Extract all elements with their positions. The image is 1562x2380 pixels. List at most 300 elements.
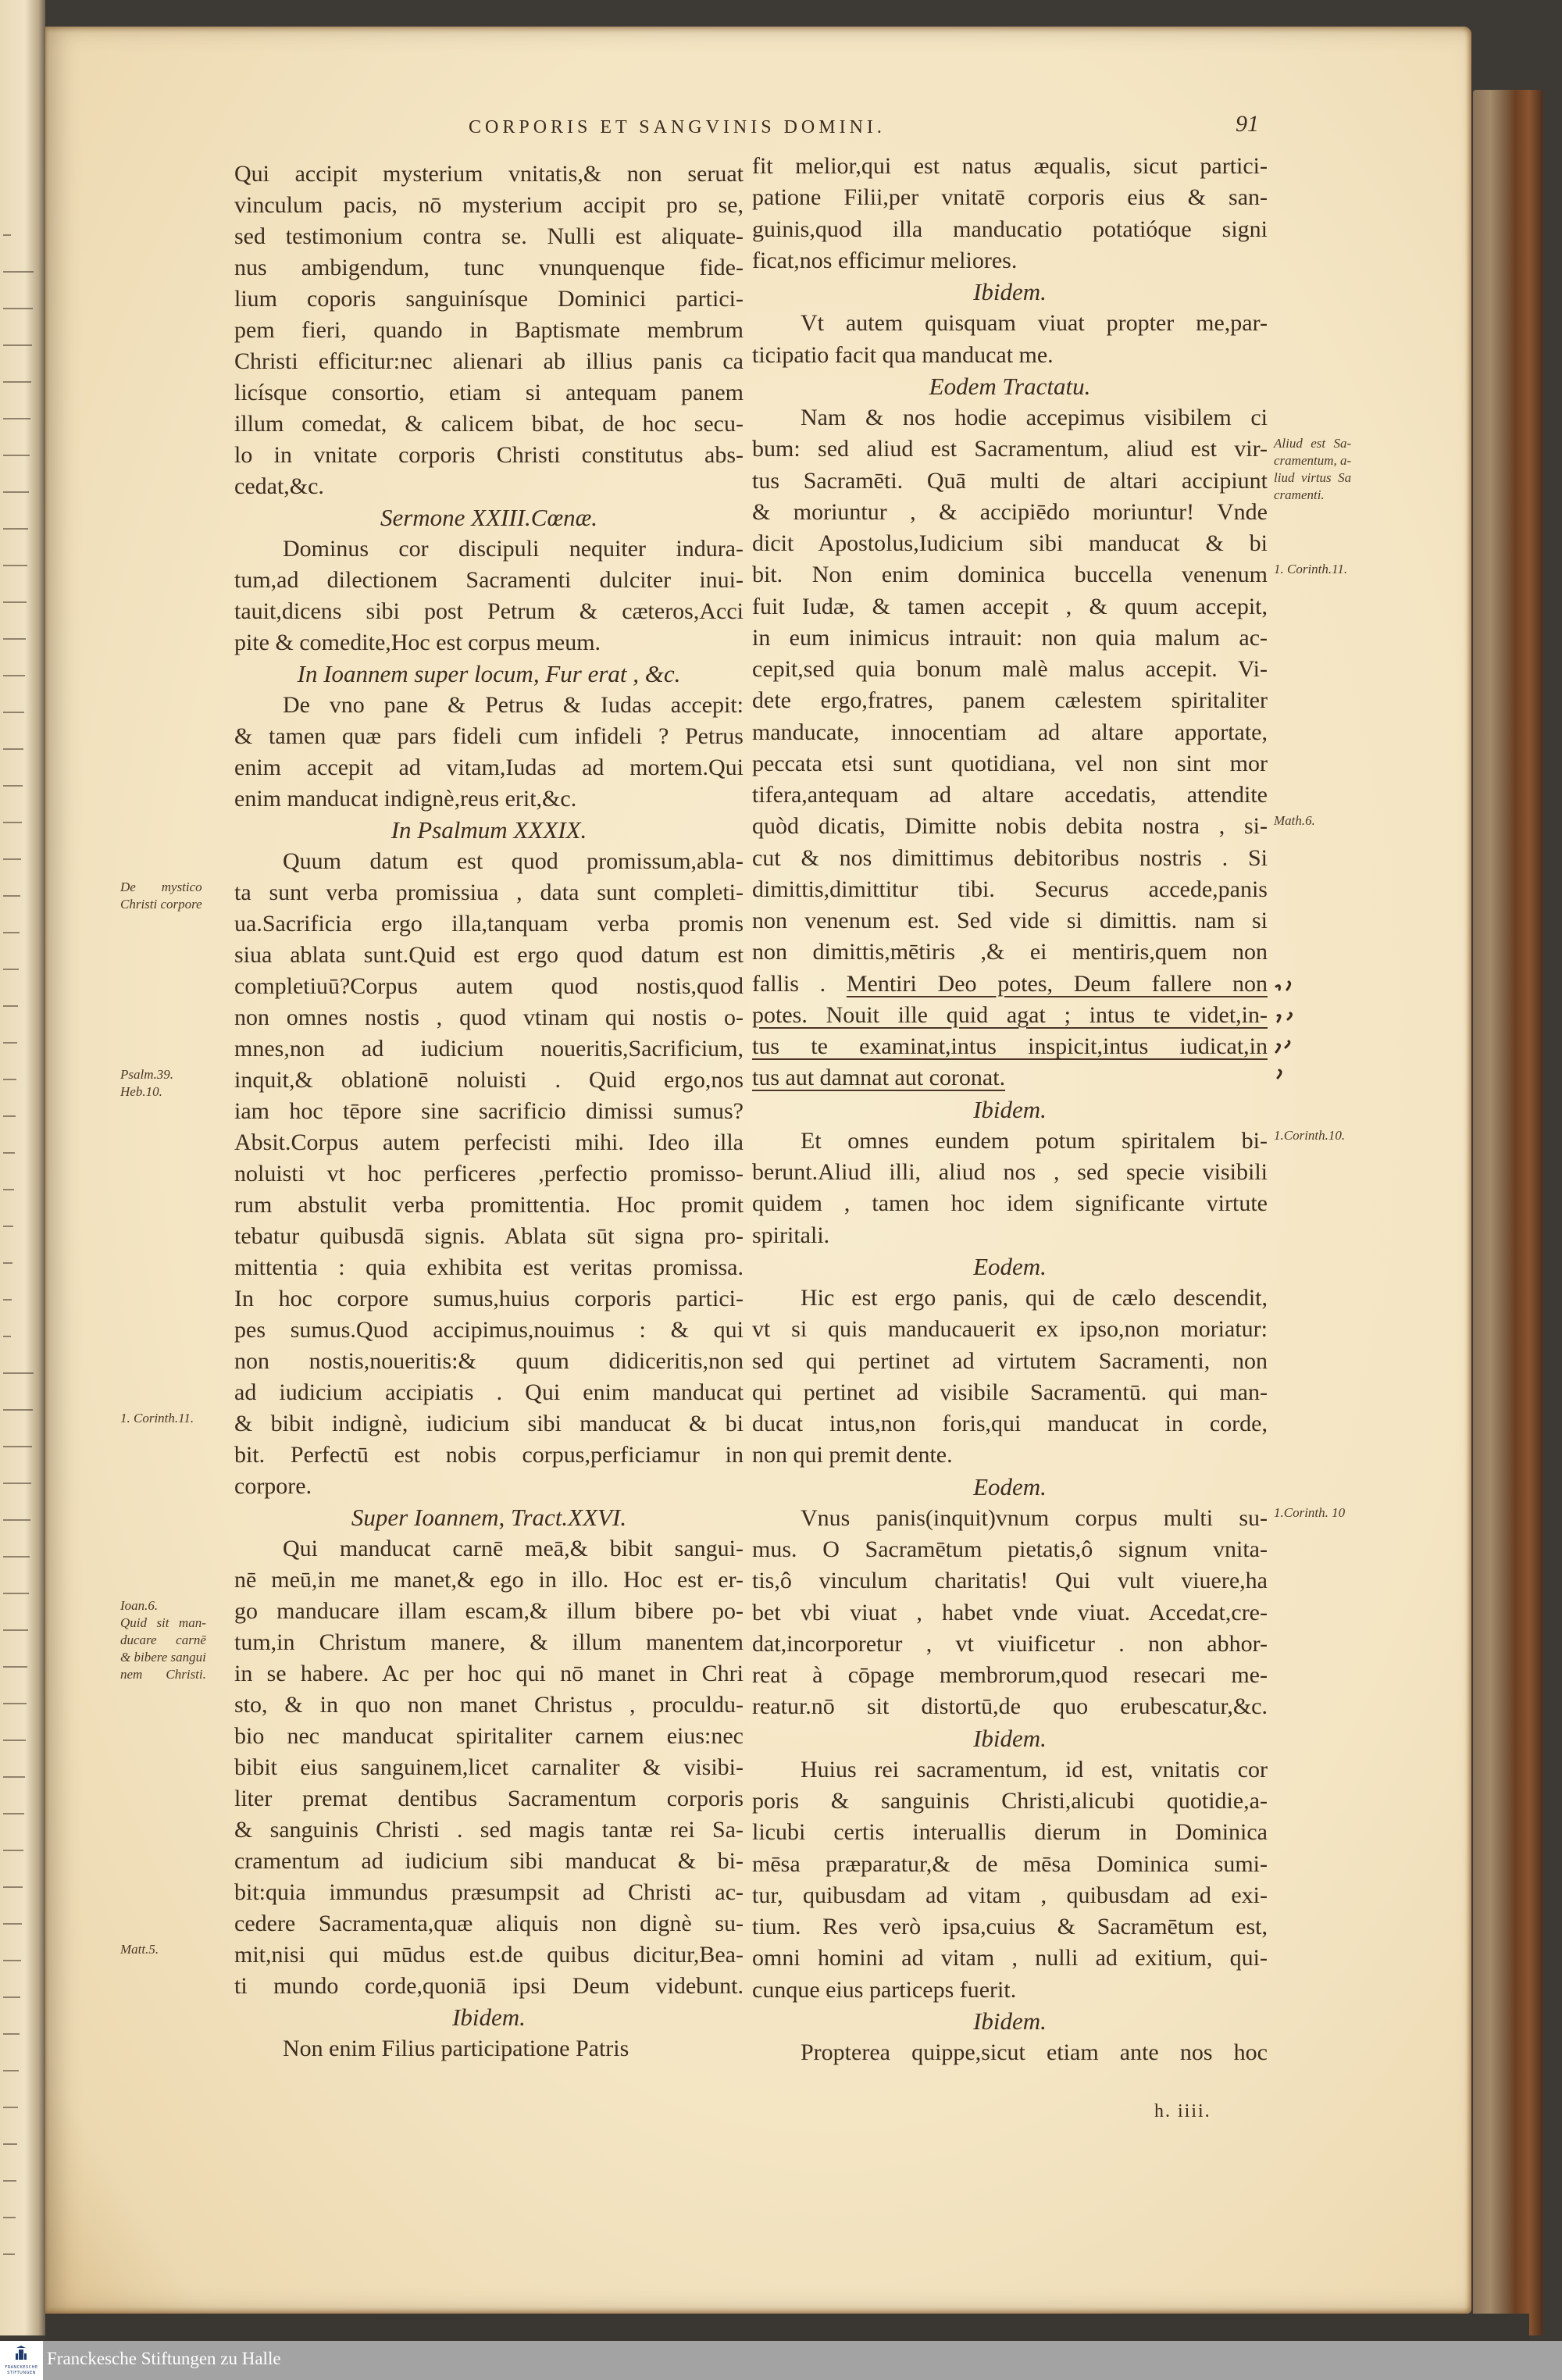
line-text: Ibidem. xyxy=(973,1095,1047,1123)
text-line xyxy=(752,1314,1268,1345)
line-text: De vno pane & Petrus & Iudas accepit: xyxy=(283,692,744,718)
text-line xyxy=(752,528,1268,559)
line-text: mēsa præparatur,& de mēsa Dominica sumi- xyxy=(752,1850,1268,1877)
line-text: cedere Sacramenta,quæ aliquis non dignè su- xyxy=(234,1911,744,1936)
text-line xyxy=(752,1220,1268,1251)
text-line xyxy=(752,1062,1268,1094)
line-text: sto, & in quo non manet Christus , proculdu- xyxy=(234,1692,744,1718)
previous-page-text-fragment xyxy=(3,2180,16,2189)
text-line xyxy=(234,783,744,815)
marginal-note xyxy=(120,879,202,913)
line-text: In Ioannem super locum, Fur erat , &c. xyxy=(297,660,681,687)
line-text: licubi certis interuallis dierum in Dominica xyxy=(752,1819,1268,1846)
previous-page-text-fragment xyxy=(3,1813,24,1822)
text-line xyxy=(234,1908,744,1939)
text-line xyxy=(234,284,744,315)
line-text: Sermone XXIII.Cœnæ. xyxy=(380,504,598,531)
line-text: non qui premit dente. xyxy=(752,1442,953,1468)
text-line xyxy=(752,1943,1268,1974)
text-line xyxy=(752,811,1315,842)
line-text: Nam & nos hodie accepimus visibilem ci xyxy=(801,405,1268,430)
line-text: Ibidem. xyxy=(452,2004,526,2031)
marginal-note xyxy=(1274,1504,1345,1522)
text-line xyxy=(752,2037,1268,2068)
line-text: sed qui pertinet ad virtutem Sacramenti, non xyxy=(752,1347,1268,1374)
line-text: cunque eius particeps fuerit. xyxy=(752,1976,1017,2003)
line-text: Ibidem. xyxy=(973,2007,1047,2035)
line-text: Eodem. xyxy=(973,1252,1047,1280)
text-line xyxy=(234,1440,744,1471)
marginal-note xyxy=(120,1941,159,1958)
text-line xyxy=(752,717,1268,748)
marginal-note xyxy=(120,1597,206,1683)
text-line xyxy=(234,971,744,1002)
text-line xyxy=(234,1627,744,1658)
line-text: bet vbi viuat , habet vnde viuat. Accedat,cre- xyxy=(752,1599,1268,1625)
previous-page-text-fragment xyxy=(3,1042,17,1051)
text-line xyxy=(752,843,1268,874)
line-text: bio nec manducat spiritaliter carnem eius:nec xyxy=(234,1723,744,1749)
line-text: berunt.Aliud illi, aliud nos , sed specie visibili xyxy=(752,1159,1268,1185)
text-line xyxy=(752,402,1268,434)
line-text: Dominus cor discipuli nequiter indura- xyxy=(283,536,744,562)
line-text: lo in vnitate corporis Christi constitutus abs- xyxy=(234,442,744,468)
line-text: In hoc corpore sumus,huius corporis partici- xyxy=(234,1286,744,1311)
text-line xyxy=(752,591,1268,623)
line-text: cedat,&c. xyxy=(234,473,324,499)
line-text: Quum datum est quod promissum,abla- xyxy=(283,848,744,874)
line-text: & moriuntur , & accipiēdo moriuntur! Vnde xyxy=(752,498,1268,525)
line-text: cut & nos dimittimus debitoribus nostris . Si xyxy=(752,844,1268,871)
text-line xyxy=(234,1283,744,1315)
text-line xyxy=(234,565,744,596)
line-text: tauit,dicens sibi post Petrum & cæteros,Acci xyxy=(234,598,744,624)
line-text: poris & sanguinis Christi,alicubi quotidie,a- xyxy=(752,1788,1268,1814)
line-text: fuit Iudæ, & tamen accepit , & quum accepit, xyxy=(752,593,1268,619)
line-text: iam hoc tēpore sine sacrificio dimissi sumus? xyxy=(234,1098,744,1124)
previous-page-text-fragment xyxy=(3,1666,27,1675)
previous-page-text-fragment xyxy=(3,1152,15,1161)
text-line xyxy=(752,245,1268,277)
line-text: bibit eius sanguinem,licet carnaliter & visibi- xyxy=(234,1754,744,1780)
text-line xyxy=(234,1315,744,1346)
previous-page-text-fragment xyxy=(3,1336,11,1345)
logo-text: FRANCKESCHE STIFTUNGEN xyxy=(5,2365,38,2375)
text-line xyxy=(120,877,744,912)
text-line xyxy=(234,1846,744,1877)
line-text: omni homini ad vitam , nulli ad exitium, qui- xyxy=(752,1945,1268,1971)
line-text: go manducare illam escam,& illum bibere po- xyxy=(234,1598,744,1624)
line-text: cepit,sed quia bonum malè malus accepit. Vi- xyxy=(752,656,1268,682)
line-text: dicit Apostolus,Iudicium sibi manducat & bi xyxy=(752,530,1268,556)
previous-page-text-fragment xyxy=(3,1115,16,1125)
marginal-note-line: cramentum, a- xyxy=(1274,453,1352,469)
text-line xyxy=(234,1190,744,1221)
text-line xyxy=(234,627,744,658)
text-line xyxy=(234,315,744,346)
text-line xyxy=(234,252,744,284)
text-line xyxy=(752,1503,1346,1534)
text-line xyxy=(752,1880,1268,1911)
marginal-note-line: 1.Corinth. 10 xyxy=(1274,1504,1346,1520)
line-text: fallis . xyxy=(752,970,847,997)
text-line xyxy=(234,908,744,940)
line-text: tium. Res verò ipsa,cuius & Sacramētum est, xyxy=(752,1914,1268,1939)
line-text: Hic est ergo panis, qui de cælo descendit, xyxy=(801,1285,1268,1311)
left-text-column xyxy=(120,159,744,2064)
marginal-note xyxy=(1274,812,1315,830)
underlined-text: potes. Nouit ille quid agat ; intus te videt,in- xyxy=(752,1001,1268,1028)
text-line xyxy=(234,1096,744,1127)
marginal-note xyxy=(1274,435,1351,504)
line-text: bum: sed aliud est Sacramentum, aliud est vir- xyxy=(752,436,1268,462)
section-heading xyxy=(752,1094,1268,1126)
previous-page-text-fragment xyxy=(3,2033,20,2043)
line-text: Huius rei sacramentum, id est, vnitatis cor xyxy=(801,1756,1268,1782)
previous-page-text-fragment xyxy=(3,1483,31,1492)
text-line xyxy=(752,1377,1268,1408)
text-line xyxy=(234,1346,744,1377)
line-text: mus. O Sacramētum pietatis,ô signum vnita- xyxy=(752,1536,1268,1562)
underlined-text: Mentiri Deo potes, Deum fallere non xyxy=(846,970,1268,997)
line-text: dat,incorporetur , vt viuificetur . non abhor- xyxy=(752,1630,1268,1657)
line-text: tus Sacramēti. Quā multi de altari accipiunt xyxy=(752,467,1268,494)
text-line xyxy=(120,1939,744,1971)
line-text: non dimittis,mētiris ,& ei mentiris,quem non xyxy=(752,939,1268,965)
text-line xyxy=(752,685,1268,716)
line-text: & bibit indignè, iudicium sibi manducat & bi xyxy=(234,1411,744,1436)
line-text: ad iudicium accipiatis . Qui enim manducat xyxy=(234,1379,744,1405)
text-line xyxy=(234,221,744,252)
line-text: In Psalmum XXXIX. xyxy=(390,816,587,844)
marginal-note-line: 1. Corinth.11. xyxy=(120,1411,194,1426)
marginal-note-line: Math.6. xyxy=(1274,813,1315,829)
underlined-text: tus te examinat,intus inspicit,intus iudicat,in xyxy=(752,1033,1268,1059)
line-text: manducate, innocentiam ad altare apportate, xyxy=(752,719,1268,745)
marginal-note-line: cramenti. xyxy=(1274,487,1325,503)
text-line xyxy=(234,940,744,971)
section-heading xyxy=(234,658,744,690)
line-text: cramentum ad iudicium sibi manducat & bi- xyxy=(234,1848,744,1874)
previous-page-text-fragment xyxy=(3,1776,25,1786)
previous-page-text-fragment xyxy=(3,1740,26,1749)
text-line xyxy=(752,1849,1268,1880)
previous-page-text-fragment xyxy=(3,1299,12,1308)
previous-page-text-fragment xyxy=(3,1703,27,1712)
line-text: tebatur quibusdā signis. Ablata sūt signa pro- xyxy=(234,1223,744,1249)
previous-page-text-fragment xyxy=(3,675,25,684)
section-heading xyxy=(752,1472,1268,1503)
line-text: ducat intus,non foris,qui manducat in corde, xyxy=(752,1411,1268,1436)
text-line xyxy=(234,1721,744,1752)
text-line xyxy=(752,1817,1268,1848)
line-text: enim accepit ad vitam,Iudas ad mortem.Qui xyxy=(234,755,744,780)
text-line xyxy=(120,1408,744,1440)
underlined-text: tus aut damnat aut coronat. xyxy=(752,1065,1006,1091)
text-line xyxy=(234,1127,744,1158)
text-line xyxy=(752,969,1268,1000)
line-text: ficat,nos efficimur meliores. xyxy=(752,247,1018,273)
text-line xyxy=(752,1565,1268,1597)
section-heading xyxy=(234,815,744,846)
line-text: nē meū,in me manet,& ego in illo. Hoc est er- xyxy=(234,1567,744,1593)
previous-page-text-fragment xyxy=(3,2217,16,2226)
previous-page-text-fragment xyxy=(3,1960,21,1969)
previous-page-text-fragment xyxy=(3,895,20,905)
line-text: & tamen quæ pars fideli cum infideli ? Petrus xyxy=(234,723,744,749)
previous-page-text-fragment xyxy=(3,2143,17,2153)
line-text: enim manducat indignè,reus erit,&c. xyxy=(234,786,577,812)
line-text: non venenum est. Sed vide si dimittis. nam si xyxy=(752,908,1268,933)
section-heading xyxy=(752,1251,1268,1283)
marginal-note-line: Christi corpore xyxy=(120,897,202,912)
line-text: tis,ô vinculum charitatis! Qui vult viuere,ha xyxy=(752,1568,1268,1594)
text-line xyxy=(752,780,1268,811)
text-line xyxy=(752,1660,1268,1691)
text-line xyxy=(752,1157,1268,1188)
line-text: Super Ioannem, Tract.XXVI. xyxy=(351,1504,627,1531)
previous-page-text-fragment xyxy=(3,1446,32,1455)
line-text: tifera,antequam ad altare accedatis, attendite xyxy=(752,782,1268,808)
marginal-note-line: De mystico xyxy=(120,880,202,894)
line-text: vinculum pacis, nō mysterium accipit pro se, xyxy=(234,192,744,218)
previous-page-text-fragment xyxy=(3,1005,18,1015)
line-text: Eodem Tractatu. xyxy=(929,372,1091,400)
previous-page-text-fragment xyxy=(3,1923,22,1932)
text-line xyxy=(234,690,744,721)
line-text: sed testimonium contra se. Nulli est aliquate- xyxy=(234,223,744,249)
line-text: Absit.Corpus autem perfecisti mihi. Ideo illa xyxy=(234,1129,744,1155)
previous-page-edge xyxy=(0,0,45,2335)
line-text: licísque consortio, etiam si antequam panem xyxy=(234,380,744,405)
line-text: noluisti vt hoc perficeres ,perfectio promisso- xyxy=(234,1161,744,1186)
text-line xyxy=(234,1471,744,1502)
line-text: Propterea quippe,sicut etiam ante nos hoc xyxy=(801,2039,1268,2065)
text-line xyxy=(234,1814,744,1846)
text-line xyxy=(120,1065,744,1099)
page-number: 91 xyxy=(1236,111,1259,137)
previous-page-text-fragment xyxy=(3,601,27,611)
line-text: in se habere. Ac per hoc qui nō manet in Chri xyxy=(234,1661,744,1686)
line-text: patione Filii,per vnitatē corporis eius & san- xyxy=(752,184,1268,211)
line-text: dimittis,dimittitur tibi. Securus accede,panis xyxy=(752,876,1268,902)
text-line xyxy=(234,1002,744,1033)
previous-page-text-fragment xyxy=(3,712,24,721)
text-line xyxy=(234,471,744,502)
section-heading xyxy=(234,2002,744,2033)
text-line xyxy=(752,1597,1268,1629)
marginal-note-line: Ioan.6. xyxy=(120,1598,159,1613)
line-text: ta sunt verba promissiua , data sunt completi- xyxy=(234,880,744,905)
text-line xyxy=(234,1783,744,1814)
previous-page-text-fragment xyxy=(3,2070,19,2079)
section-heading xyxy=(234,1502,744,1533)
previous-page-text-fragment xyxy=(3,1886,23,1896)
previous-page-text-fragment xyxy=(3,1593,29,1602)
previous-page-text-fragment xyxy=(3,1079,16,1088)
previous-page-text-fragment xyxy=(3,822,22,831)
text-line xyxy=(752,623,1268,654)
text-line xyxy=(752,214,1268,245)
line-text: Vt autem quisquam viuat propter me,par- xyxy=(801,310,1268,337)
marginal-note-line: nem Christi. xyxy=(120,1667,206,1682)
line-text: inquit,& oblationē noluisti . Quid ergo,nos xyxy=(234,1067,744,1093)
line-text: ti mundo corde,quoniā ipsi Deum videbunt. xyxy=(234,1973,744,1999)
text-line xyxy=(234,1033,744,1065)
previous-page-text-fragment xyxy=(3,234,11,244)
line-text: mit,nisi qui mūdus est.de quibus dicitur,Bea- xyxy=(234,1942,744,1968)
text-line xyxy=(234,440,744,471)
marginal-note-line: Matt.5. xyxy=(120,1942,159,1957)
line-text: vt si quis manducauerit ex ipso,non moriatur: xyxy=(752,1316,1268,1343)
text-line xyxy=(752,1126,1346,1157)
text-line xyxy=(234,346,744,377)
line-text: quidem , tamen hoc idem significante virtute xyxy=(752,1190,1268,1217)
text-line xyxy=(752,1188,1268,1219)
text-line xyxy=(752,1000,1268,1031)
footer-bar xyxy=(0,2341,1562,2380)
line-text: nus ambigendum, tunc vnunquenque fide- xyxy=(234,255,744,280)
previous-page-text-fragment xyxy=(3,748,23,758)
text-line xyxy=(752,937,1268,968)
text-line xyxy=(234,1533,744,1565)
section-heading xyxy=(752,371,1268,402)
text-line xyxy=(752,466,1268,497)
marginal-note-line: liud virtus Sa xyxy=(1274,470,1352,486)
section-heading xyxy=(752,1723,1268,1754)
line-text: spiritali. xyxy=(752,1222,830,1248)
marginal-note-line: 1. Corinth.11. xyxy=(1274,562,1348,577)
running-head: CORPORIS ET SANGVINIS DOMINI. xyxy=(469,117,886,137)
text-line xyxy=(752,1911,1268,1943)
line-text: in eum inimicus intrauit: non quia malum ac- xyxy=(752,624,1268,651)
text-line xyxy=(752,1031,1268,1062)
text-line xyxy=(752,497,1268,528)
line-text: siua ablata sunt.Quid est ergo quod datum est xyxy=(234,942,744,968)
line-text: mnes,non ad iudicium noueritis,Sacrificium, xyxy=(234,1036,744,1062)
institution-logo xyxy=(0,2341,43,2380)
previous-page-text-fragment xyxy=(3,1372,34,1382)
previous-page-text-fragment xyxy=(3,1262,12,1272)
previous-page-text-fragment xyxy=(3,1409,33,1418)
marginal-note-line: Heb.10. xyxy=(120,1084,162,1099)
line-text: corpore. xyxy=(234,1473,312,1499)
text-line xyxy=(234,1971,744,2002)
text-line xyxy=(752,1283,1268,1314)
line-text: peccata etsi sunt quotidiana, vel non sint mor xyxy=(752,750,1268,776)
marginal-note xyxy=(120,1410,194,1427)
text-line xyxy=(752,1754,1268,1786)
line-text: & sanguinis Christi . sed magis tantæ rei Sa- xyxy=(234,1817,744,1843)
text-line xyxy=(752,340,1268,371)
institution-name: Franckesche Stiftungen zu Halle xyxy=(47,2349,281,2368)
text-line xyxy=(752,559,1348,591)
previous-page-text-fragment xyxy=(3,969,19,978)
text-line xyxy=(234,1158,744,1190)
previous-page-text-fragment xyxy=(3,381,31,391)
line-text: ticipatio facit qua manducat me. xyxy=(752,341,1054,368)
marginal-note-line: Quid sit man- xyxy=(120,1615,206,1630)
text-line xyxy=(234,752,744,783)
line-text: liter premat dentibus Sacramentum corporis xyxy=(234,1786,744,1811)
text-line xyxy=(752,1786,1268,1817)
text-line xyxy=(234,190,744,221)
previous-page-text-fragment xyxy=(3,1850,23,1859)
marginal-note-line: Aliud est Sa- xyxy=(1274,436,1352,451)
line-text: reat à cōpage membrorum,quod resecari me- xyxy=(752,1662,1268,1688)
text-line xyxy=(752,1629,1268,1660)
line-text: reatur.nō sit distortū,de quo erubescatur,&c. xyxy=(752,1693,1268,1720)
line-text: mittentia : quia exhibita est veritas promissa. xyxy=(234,1254,744,1280)
previous-page-text-fragment xyxy=(3,932,20,941)
text-line xyxy=(234,1752,744,1783)
right-text-column xyxy=(752,151,1352,2068)
line-text: tum,ad dilectionem Sacramenti dulciter inui- xyxy=(234,567,744,593)
text-line xyxy=(752,874,1268,905)
previous-page-text-fragment xyxy=(3,638,26,648)
previous-page-text-fragment xyxy=(3,344,32,354)
line-text: ua.Sacrificia ergo illa,tanquam verba promis xyxy=(234,911,744,937)
previous-page-text-fragment xyxy=(3,271,34,280)
text-line xyxy=(234,377,744,409)
previous-page-text-fragment xyxy=(3,565,27,574)
previous-page-text-fragment xyxy=(3,528,28,537)
previous-page-text-fragment xyxy=(3,858,21,868)
book-fore-edge xyxy=(1473,90,1543,2335)
line-text: qui pertinet ad visibile Sacramentū. qui man- xyxy=(752,1379,1268,1405)
text-line xyxy=(752,748,1268,780)
previous-page-text-fragment xyxy=(3,1556,30,1565)
text-line xyxy=(234,1221,744,1252)
line-text: pem fieri, quando in Baptismate membrum xyxy=(234,317,744,343)
line-text: non omnes nostis , quod vtinam qui nostis o- xyxy=(234,1004,744,1030)
text-line xyxy=(234,721,744,752)
previous-page-text-fragment xyxy=(3,1189,14,1198)
marginal-note xyxy=(1274,561,1347,578)
marginal-note xyxy=(120,1066,173,1101)
previous-page-text-fragment xyxy=(3,1629,28,1639)
text-line xyxy=(234,846,744,877)
line-text: non nostis,noueritis:& quum didiceritis,non xyxy=(234,1348,744,1374)
line-text: rum abstulit verba promittentia. Hoc promit xyxy=(234,1192,744,1218)
line-text: quòd dicatis, Dimitte nobis debita nostra , si- xyxy=(752,813,1268,840)
text-line xyxy=(752,1408,1268,1440)
previous-page-text-fragment xyxy=(3,2253,15,2263)
text-line xyxy=(234,596,744,627)
line-text: bit:quia immundus præsumpsit ad Christi ac- xyxy=(234,1879,744,1905)
text-line xyxy=(234,1690,744,1721)
line-text: Vnus panis(inquit)vnum corpus multi su- xyxy=(801,1504,1268,1531)
text-line xyxy=(234,533,744,565)
handwritten-margin-marks xyxy=(1271,972,1303,1090)
text-line xyxy=(234,409,744,440)
line-text: tum,in Christum manere, & illum manentem xyxy=(234,1629,744,1655)
line-text: guinis,quod illa manducatio potatióque signi xyxy=(752,216,1268,242)
previous-page-text-fragment xyxy=(3,2107,18,2116)
line-text: fit melior,qui est natus æqualis, sicut partici- xyxy=(752,153,1268,179)
line-text: Qui accipit mysterium vnitatis,& non seruat xyxy=(234,161,744,187)
signature-mark: h. iiii. xyxy=(1154,2101,1211,2121)
text-line xyxy=(234,2033,744,2064)
line-text: Ibidem. xyxy=(973,1724,1047,1752)
previous-page-text-fragment xyxy=(3,1226,13,1235)
previous-page-text-fragment xyxy=(3,785,23,794)
line-text: completiuū?Corpus autem quod nostis,quod xyxy=(234,973,744,999)
line-text: Eodem. xyxy=(973,1472,1047,1500)
text-line xyxy=(752,1534,1268,1565)
line-text: pes sumus.Quod accipimus,nouimus : & qui xyxy=(234,1317,744,1343)
previous-page-text-fragment xyxy=(3,418,30,427)
